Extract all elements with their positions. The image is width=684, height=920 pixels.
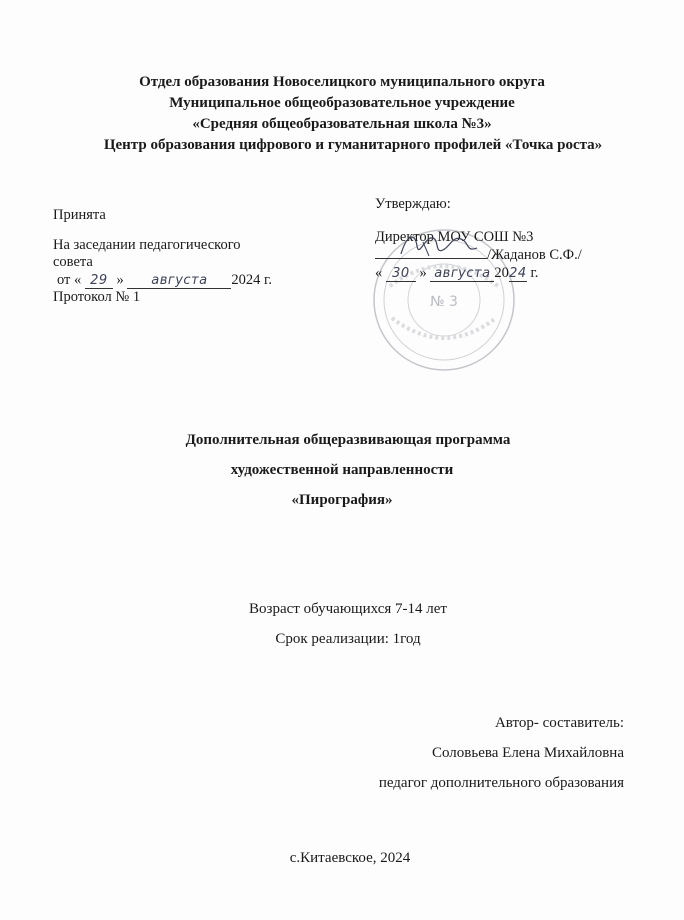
program-info xyxy=(0,594,684,654)
approved-date-mid: » xyxy=(419,264,427,281)
approved-title: Утверждаю: xyxy=(375,196,451,212)
approved-month: августа xyxy=(430,267,494,282)
program-line-2: художественной направленности xyxy=(230,462,454,478)
approved-year-prefix: 20 xyxy=(494,264,509,281)
signature-mark xyxy=(393,228,483,262)
header-line-4: Центр образования цифрового и гуманитарного профилей «Точка роста» xyxy=(103,137,603,153)
accepted-date-prefix: от « xyxy=(57,271,82,288)
approved-date-prefix: « xyxy=(375,264,383,281)
approved-signature-line xyxy=(375,246,635,265)
document-header xyxy=(0,72,684,156)
stamp-number: № 3 xyxy=(430,294,458,310)
approved-name: /Жаданов С.Ф./ xyxy=(487,247,582,263)
accepted-year: 2024 г. xyxy=(231,271,272,288)
accepted-line-2: совета xyxy=(53,254,93,270)
accepted-line-1: На заседании педагогического xyxy=(53,236,241,253)
approved-day: 30 xyxy=(386,267,416,282)
term: Срок реализации: 1год xyxy=(275,631,421,647)
accepted-title: Принята xyxy=(53,207,106,223)
program-line-3: «Пирография» xyxy=(291,492,393,508)
accepted-block xyxy=(53,207,323,307)
approved-date xyxy=(375,265,635,283)
signature-blank xyxy=(375,246,487,259)
approved-block xyxy=(375,196,635,282)
header-line-3: «Средняя общеобразовательная школа №3» xyxy=(192,116,492,132)
author-position: педагог дополнительного образования xyxy=(378,775,624,791)
place-year: с.Китаевское, 2024 xyxy=(289,850,411,866)
document-footer xyxy=(0,850,684,867)
accepted-month: августа xyxy=(127,274,231,289)
age-range: Возраст обучающихся 7-14 лет xyxy=(249,601,447,617)
accepted-date-mid: » xyxy=(116,271,124,288)
accepted-protocol: Протокол № 1 xyxy=(53,289,141,305)
header-line-2: Муниципальное общеобразовательное учреждение xyxy=(169,95,515,111)
author-label: Автор- составитель: xyxy=(494,715,624,731)
approved-year-suffix: 24 xyxy=(509,265,527,281)
approved-position: Директор МОУ СОШ №3 xyxy=(375,228,534,245)
approved-year-end: г. xyxy=(530,264,539,281)
accepted-day: 29 xyxy=(85,274,113,289)
program-line-1: Дополнительная общеразвивающая программа xyxy=(185,432,511,448)
author-name: Соловьева Елена Михайловна xyxy=(431,745,624,761)
accepted-date xyxy=(57,272,323,290)
program-title xyxy=(0,425,684,515)
header-line-1: Отдел образования Новоселицкого муниципального округа xyxy=(139,74,545,90)
author-block xyxy=(264,708,624,798)
